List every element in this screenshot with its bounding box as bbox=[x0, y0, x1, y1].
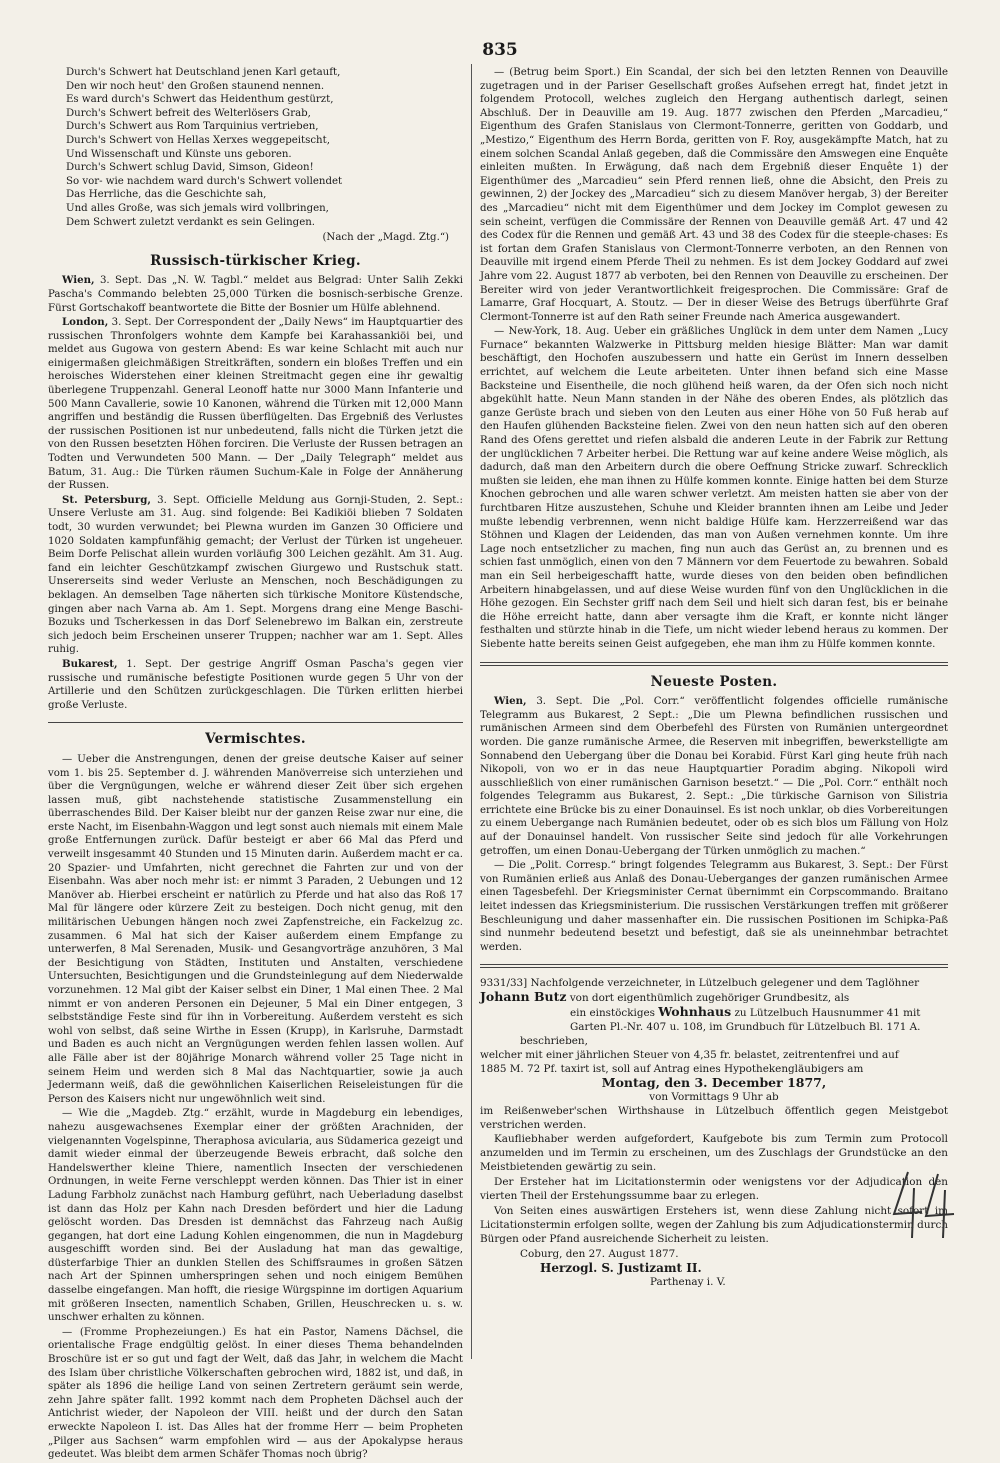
handwritten-margin-mark bbox=[888, 1168, 958, 1240]
notice-line: beschrieben, bbox=[520, 1035, 588, 1048]
poem-line: Das Herrliche, das die Geschichte sah, bbox=[66, 189, 267, 201]
dateline-place: St. Petersburg, bbox=[62, 493, 151, 506]
notice-line: Garten Pl.-Nr. 407 u. 108, im Grundbuch für Lützelbuch Bl. 171 A. bbox=[570, 1021, 921, 1034]
left-column bbox=[48, 66, 463, 1463]
misc-article: — (Fromme Prophezeiungen.) Es hat ein Pastor, Namens Dächsel, die orientalische Frage endgültig gelöst. In einer dieses Thema behandelnden Broschüre ist er so gut und fagt der Welt, daß das Jahr, in welchem die Macht des Islam über christliche Völkerschaften gebrochen wird, 1882 ist, und daß, in später als 1896 die heilige Land von seinen Zertretern geräumt sein werde, zehn Jahre später fallt. 1992 kommt nach dem Propheten Dächsel auch der Antichrist wieder, der Napoleon der VIII. heißt und der durch den Satan erweckte Napoleon I. ist. Das Alles hat der fromme Herr — beim Propheten „Pilger aus Sachsen“ warm empfohlen wird — aus der Apokalypse heraus gedeutet. Was bleibt dem armen Schäfer Thomas noch übrig? bbox=[48, 1326, 463, 1461]
notice-text: zu Lützelbuch Hausnummer 41 mit bbox=[734, 1007, 921, 1020]
dateline-place: Wien, bbox=[62, 274, 95, 287]
poem-line: So vor- wie nachdem ward durch's Schwert vollendet bbox=[66, 175, 343, 187]
notice-line: welcher mit einer jährlichen Steuer von 4,35 fr. belastet, zeitrentenfrei und auf bbox=[480, 1049, 899, 1062]
dateline-place: Bukarest, bbox=[62, 657, 118, 670]
news-article: — (Betrug beim Sport.) Ein Scandal, der sich bei den letzten Rennen von Deauville zugetragen und in der Pariser Gesellschaft großes Aufsehen erregt hat, findet jetzt in folgendem Protocoll, welches zugleich den Hergang authentisch darlegt, seinen Abschluß. Der in Deauville am 19. Aug. 1877 zwischen den Pferden „Marcadieu,“ Eigenthum des Grafen Stanislaus von Clermont-Tonnerre, geritten von Goddarb, und „Mestizo,“ Eigenthum des Herrn Borda, geritten von F. Roy, ausgekämpfte Match, hat zu einem solchen Scandal Anlaß gegeben, daß die Commissäre den Amswegen eine Enquête einleiten mußten. In Erwägung, daß nach dem Ergebniß dieser Enquête 1) der Eigenthümer des „Marcadieu“ sein Pferd rennen ließ, ohne die Absicht, den Preis zu gewinnen, 2) der Jockey des „Marcadieu“ sich zu diesem Manöver hergab, 3) der Bereiter des „Marcadieu“ nicht mit dem Eigenthümer und dem Jockey im Complot gewesen zu sein scheint, verfügen die Commissäre der Rennen von Deauville gemäß Art. 47 und 42 des Codex für die Rennen und gemäß Art. 43 und 38 des Codex für die steeple-chases: Es ist fortan dem Grafen Stanislaus von Clermont-Tonnerre verboten, an den Rennen von Deauville mit irgend einem Pferde Theil zu nehmen. Es ist dem Jockey Goddard auf zwei Jahre vom 22. August 1877 ab verboten, bei den Rennen von Deauville zu erscheinen. Der Bereiter wird von jeder Verantwortlichkeit freigesprochen. Die Commissäre: Graf de Lamarre, Graf Hocquart, A. Stoutz. — Der in dieser Weise des Betrugs überführte Graf Clermont-Tonnerre ist auf den Rath seiner Freunde nach America ausgewandert. bbox=[480, 67, 948, 323]
news-reports bbox=[480, 695, 948, 954]
report-text: — Die „Polit. Corresp.“ bringt folgendes Telegramm aus Bukarest, 3. Sept.: Der Fürst von Rumänien erließ aus Anlaß des Donau-Ueberganges der ganzen rumänischen Armee einen Tagesbefehl. Der Kriegsminister Cernat übernimmt ein Corpscommando. Braitano leitet indessen das Kriegsministerium. Die russischen Verstärkungen treffen mit größerer Beschleunigung und daher massenhafter ein. Die russischen Positionen im Schipka-Paß sind nunmehr bedeutend besetzt und befestigt, daß sie als uneinnehmbar betrachtet werden. bbox=[480, 860, 948, 953]
notice-line bbox=[480, 1005, 948, 1020]
notice-ref: 9331/33] bbox=[480, 977, 528, 990]
right-top-articles bbox=[480, 66, 948, 652]
notice-line: Von Seiten eines auswärtigen Erstehers ist, wenn diese Zahlung nicht sofort im Licitationstermin erfolgen sollte, wegen der Zahlung bis zum Adjudicationstermin durch Bürgen oder Pfand ausreichende Sicherheit zu leisten. bbox=[480, 1205, 948, 1246]
notice-line: im Reißenweber'schen Wirthshause in Lützelbuch öffentlich gegen Meistgebot verstrichen werden. bbox=[480, 1105, 948, 1132]
poem-line: Durch's Schwert hat Deutschland jenen Karl getauft, bbox=[66, 67, 341, 78]
poem bbox=[66, 66, 463, 229]
report-text: 3. Sept. Der Correspondent der „Daily News“ im Hauptquartier des russischen Thronfolgers wohnte dem Kampfe bei Karahassankiöi bei, und meldet aus Gugowa von gestern Abend: Es war keine Schlacht mit auch nur einigermaßen gleichmäßigen Streitkräften, sondern ein bloßes Treffen und ein heroisches Widerstehen einer kleinen Streitmacht gegen eine ihr gewaltig überlegene Truppenzahl. General Leonoff hatte nur 3000 Mann Infanterie und 500 Mann Cavallerie, sowie 10 Kanonen, während die Türken mit 12,000 Mann angriffen und beständig die Russen überflügelten. Das Ergebniß des Verlustes der russischen Positionen ist nur unbedeutend, falls nicht die Türken jetzt die von den Russen besetzten Höhen forciren. Die Verluste der Russen betragen an Todten und Verwundeten 500 Mann. — Der „Daily Telegraph“ meldet aus Batum, 31. Aug.: Die Türken räumen Suchum-Kale in Folge der Annäherung der Russen. bbox=[48, 317, 463, 492]
notice-line: von Vormittags 9 Uhr ab bbox=[649, 1091, 779, 1104]
auction-notice bbox=[480, 976, 948, 1289]
war-report bbox=[48, 494, 463, 657]
dateline-place: Wien, bbox=[494, 695, 527, 708]
war-report bbox=[48, 316, 463, 493]
poem-line: Durch's Schwert von Hellas Xerxes weggepeitscht, bbox=[66, 134, 330, 146]
notice-text: von dort eigenthümlich zugehöriger Grundbesitz, als bbox=[569, 992, 850, 1005]
war-heading: Russisch-türkischer Krieg. bbox=[150, 252, 361, 269]
notice-owner: Johann Butz bbox=[480, 989, 567, 1005]
notice-line: Kaufliebhaber werden aufgefordert, Kaufgebote bis zum Termin zum Protocoll anzumelden und im Termin zu erscheinen, um des Zuschlags der Grundstücke an den Meistbietenden gewärtig zu sein. bbox=[480, 1133, 948, 1174]
page-number: 835 bbox=[482, 40, 518, 60]
poem-source: (Nach der „Magd. Ztg.“) bbox=[322, 232, 449, 244]
report-text: 3. Sept. Die „Pol. Corr.“ veröffentlicht folgendes officielle rumänische Telegramm aus Bukarest, 2 Sept.: „Die um Plewna befindlichen russischen und rumänischen Armeen sind dem Oberbefehl des Fürsten von Rumänien untergeordnet worden. Die ganze rumänische Armee, die Reserven mit inbegriffen, bewerkstelligte am Sonnabend den Uebergang über die Donau bei Korabid. Fürst Karl ging heute früh nach Nikopoli, von wo er in das neue Hauptquartier Poradim abging. Nikopoli wird ausschließlich von einer rumänischen Garnison besetzt.“ — Die „Pol. Corr.“ enthält noch folgendes Telegramm aus Bukarest, 2. Sept.: „Die türkische Garnison von Silistria errichtete eine Brücke bis zu einer Donauinsel. Es ist noch unklar, ob dies Vorbereitungen zu einem Uebergange nach Rumänien bedeutet, oder ob es sich blos um Fällung von Holz auf der Donauinsel handelt. Von russischer Seite sind jedoch für alle Vorkehrungen getroffen, um einen Donau-Uebergang der Türken unmöglich zu machen.“ bbox=[480, 696, 948, 857]
poem-line: Durch's Schwert aus Rom Tarquinius vertrieben, bbox=[66, 121, 319, 133]
report-text: 3. Sept. Das „N. W. Tagbl.“ meldet aus Belgrad: Unter Salih Zekki Pascha's Commando belebten 25,000 Türken die bosnisch-serbische Grenze. Fürst Gortschakoff beantwortete die Bitte der Bosnier um Hülfe ablehnend. bbox=[48, 275, 463, 314]
misc-article: — Wie die „Magdeb. Ztg.“ erzählt, wurde in Magdeburg ein lebendiges, nahezu ausgewachsenes Exemplar einer der größten Arachniden, der vielgenannten Vogelspinne, Theraphosa avicularia, aus Südamerica gezeigt und damit wieder einmal der überzeugende Beweis erbracht, daß solche den Handelswerther kleine Thiere, namentlich Insecten der verschiedenen Ordnungen, in weite Ferne verschleppt werden können. Das Thier ist in einer Ladung Farbholz zunächst nach Hamburg geführt, nach Ueberladung daselbst ist dann das Holz per Kahn nach Dresden befördert und hier die Ladung gelöscht worden. Das Dresden ist demnächst das Fahrzeug nach Außig gegangen, hat dort eine Ladung Kohlen eingenommen, die nun in Magdeburg ausgeschifft worden sind. Bei der Ausladung hat man das gewaltige, düsterfarbige Thier an dunklen Stellen des Schiffsraumes in großen Sätzen nach Art der Spinnen umherspringen sehen und noch einigem Bemühen dasselbe eingefangen. Man hofft, die riesige Würgspinne im dortigen Aquarium mit größeren Insecten, namentlich Schaben, Grillen, Heuschrecken u. s. w. unschwer erhalten zu können. bbox=[48, 1108, 463, 1324]
notice-place-date: Coburg, den 27. August 1877. bbox=[520, 1248, 679, 1261]
notice-line: Der Ersteher hat im Licitationstermin oder wenigstens vor der Adjudication den vierten Theil der Erstehungssumme baar zu erlegen. bbox=[480, 1176, 948, 1203]
poem-line: Den wir noch heut' den Großen staunend nennen. bbox=[66, 80, 325, 92]
poem-line: Durch's Schwert befreit des Welterlösers Grab, bbox=[66, 107, 311, 119]
notice-text: ein einstöckiges bbox=[570, 1007, 655, 1020]
war-report bbox=[48, 274, 463, 315]
notice-line bbox=[480, 990, 948, 1005]
poem-line: Es ward durch's Schwert das Heidenthum gestürzt, bbox=[66, 94, 334, 106]
misc-articles bbox=[48, 753, 463, 1462]
war-report bbox=[48, 658, 463, 712]
dateline-place: London, bbox=[62, 316, 109, 329]
war-reports bbox=[48, 274, 463, 712]
notice-authority: Herzogl. S. Justizamt II. bbox=[540, 1261, 702, 1276]
news-report bbox=[480, 695, 948, 858]
poem-line: Und alles Große, was sich jemals wird vollbringen, bbox=[66, 202, 329, 214]
section-rule bbox=[480, 964, 948, 968]
news-article: — New-York, 18. Aug. Ueber ein gräßliches Unglück in dem unter dem Namen „Lucy Furnace“ bekannten Walzwerke in Pittsburg melden hiesige Blätter: Man war damit beschäftigt, den Hochofen auszubessern und hatte ein Gerüst im Innern desselben errichtet, auf welchem die Leute arbeiteten. Unter ihnen befand sich eine Masse Backsteine und Eisentheile, die noch glühend heiß waren, da der Ofen sich noch nicht abgekühlt hatte. Neun Mann standen in der Nähe des oberen Endes, als plötzlich das ganze Gerüste brach und sieben von den Leuten aus einer Höhe von 50 Fuß herab auf den Haufen glühenden Backsteine fielen. Zwei von den neun hatten sich auf den oberen Rand des Ofens gerettet und riefen alsbald die anderen Leute in der Fabrik zur Rettung der unglücklichen 7 Arbeiter herbei. Die Rettung war auf keine andere Weise möglich, als dadurch, daß man den Arbeitern durch die obere Oeffnung Stricke zuwarf. Schrecklich mußten sie leiden, ehe man ihnen zu Hülfe kommen konnte. Einige hatten bei dem Sturze Knochen gebrochen und alle waren schwer verletzt. Am meisten hatten sie aber von der furchtbaren Hitze auszustehen, Schuhe und Kleider brannten ihnen am Leibe und Jeder mußte lebendig verbrennen, wenn nicht baldige Hülfe kam. Herzzerreißend war das Stöhnen und Klagen der Leidenden, das man von Außen vernehmen konnte. Um ihre Lage noch entsetzlicher zu machen, fing nun auch das Gerüst an, zu brennen und es schien fast unmöglich, einen von den 7 Männern vor dem Feuertode zu bewahren. Sobald man ein Seil herbeigeschafft hatte, wurde dieses von den beiden oben befindlichen Arbeitern hinabgelassen, und auf diese Weise wurden fünf von den Unglücklichen in die Höhe gezogen. Ein Sechster griff nach dem Seil und hielt sich daran fest, bis er beinahe die Höhe erreicht hatte, dann aber versagte ihm die Kraft, er konnte nicht länger festhalten und stürzte hinab in die Tiefe, um nicht wieder lebend heraus zu kommen. Der Siebente hatte bereits seinen Geist aufgegeben, ehe man ihm zu Hülfe kommen konnte. bbox=[480, 326, 948, 650]
news-heading: Neueste Posten. bbox=[650, 673, 778, 690]
section-rule bbox=[48, 722, 463, 723]
poem-line: Dem Schwert zuletzt verdankt es sein Gelingen. bbox=[66, 216, 316, 228]
notice-date: Montag, den 3. December 1877, bbox=[601, 1075, 827, 1091]
notice-line bbox=[480, 976, 948, 990]
news-report bbox=[480, 859, 948, 954]
notice-signature: Parthenay i. V. bbox=[650, 1276, 726, 1289]
misc-article: — Ueber die Anstrengungen, denen der greise deutsche Kaiser auf seiner vom 1. bis 25. September d. J. währenden Manöverreise sich unterziehen und über die Vergnügungen, welche er während dieser Zeit über sich ergehen lassen muß, gibt nachstehende statistische Zusammenstellung ein überraschendes Bild. Der Kaiser bleibt nur der ganzen Reise zwar nur eine, die erste Nacht, im Eisenbahn-Waggon und legt sonst auch niemals mit einem Male große Entfernungen zurück. Dafür besteigt er aber 66 Mal das Pferd und verweilt insgesammt 40 Stunden und 15 Minuten darin. Außerdem macht er ca. 20 Spazier- und Umfahrten, nicht gerechnet die Fahrten zur und von der Eisenbahn. Was aber noch mehr ist: er nimmt 3 Paraden, 2 Uebungen und 12 Manöver ab. Hierbei erscheint er natürlich zu Pferde und hat also das Roß 17 Mal für längere oder kürzere Zeit zu besteigen. Doch nicht genug, mit den militärischen Uebungen hängen noch zwei Zapfenstreiche, ein Fackelzug zc. zusammen. 6 Mal hat sich der Kaiser außerdem einem Empfange zu unterwerfen, 8 Mal Serenaden, Musik- und Gesangvorträge anzuhören, 3 Mal der Besichtigung von Städten, Instituten und Anstalten, verschiedene Untersuchten, Besichtigungen und die Grundsteinlegung auf dem Niederwalde vorzunehmen. 12 Mal gibt der Kaiser selbst ein Diner, 1 Mal einen Thee. 2 Mal nimmt er von anderen Personen ein Dejeuner, 5 Mal ein Diner entgegen, 3 selbstständige Feste sind für ihn in Vorbereitung. Außerdem versteht es sich wohl von selbst, daß seine Wirthe in Essen (Krupp), in Karlsruhe, Darmstadt und Baden es auch nicht an Vergnügungen werden fehlen lassen wollen. Auf alle Fälle aber ist der 80jährige Monarch während voller 25 Tage nicht in seinem Heim und werden sich 8 Mal das Nachtquartier, sowie ja auch Jedermann weiß, daß die gewöhnlichen Kaiserlichen Reiseleistungen für die Person des Kaisers nicht nur ungewöhnlich weit sind. bbox=[48, 753, 463, 1105]
poem-line: Und Wissenschaft und Künste uns geboren. bbox=[66, 148, 292, 160]
report-text: 3. Sept. Officielle Meldung aus Gornji-Studen, 2. Sept.: Unsere Verluste am 31. Aug. sind folgende: Bei Kadikiöi blieben 7 Soldaten todt, 30 wurden verwundet; bei Plewna wurden im Ganzen 30 Officiere und 1020 Soldaten kampfunfähig gemacht; der Verlust der Türken ist ungeheuer. Beim Dorfe Pelischat allein wurden vorläufig 300 Leichen gezählt. Am 31. Aug. fand ein leichter Geschützkampf zwischen Giurgewo und Rustschuk statt. Unsererseits sind weder Verluste an Menschen, noch Beschädigungen zu beklagen. An demselben Tage näherten sich türkische Monitore Küstendsche, gingen aber nach Varna ab. Am 1. Sept. Morgens drang eine Menge Baschi-Bozuks und Tscherkessen in das Dorf Selenebrewo im Balkan ein, zerstreute sich jedoch beim Erscheinen unserer Truppen; nachher war am 1. Sept. Alles ruhig. bbox=[48, 494, 463, 656]
poem-line: Durch's Schwert schlug David, Simson, Gideon! bbox=[66, 162, 314, 174]
right-column bbox=[480, 66, 948, 1289]
column-divider bbox=[471, 64, 472, 1359]
report-text: 1. Sept. Der gestrige Angriff Osman Pascha's gegen vier russische und rumänische befestigte Positionen wurde gegen 5 Uhr von der Artillerie und den Schützen zurückgeschlagen. Die Türken erlitten hierbei große Verluste. bbox=[48, 658, 463, 711]
misc-heading: Vermischtes. bbox=[205, 731, 306, 748]
section-rule bbox=[480, 662, 948, 666]
notice-line: 1885 M. 72 Pf. taxirt ist, soll auf Antrag eines Hypothekengläubigers am bbox=[480, 1063, 864, 1076]
notice-text: Nachfolgende verzeichneter, in Lützelbuch gelegener und dem Taglöhner bbox=[530, 977, 920, 990]
notice-house: Wohnhaus bbox=[658, 1004, 732, 1020]
